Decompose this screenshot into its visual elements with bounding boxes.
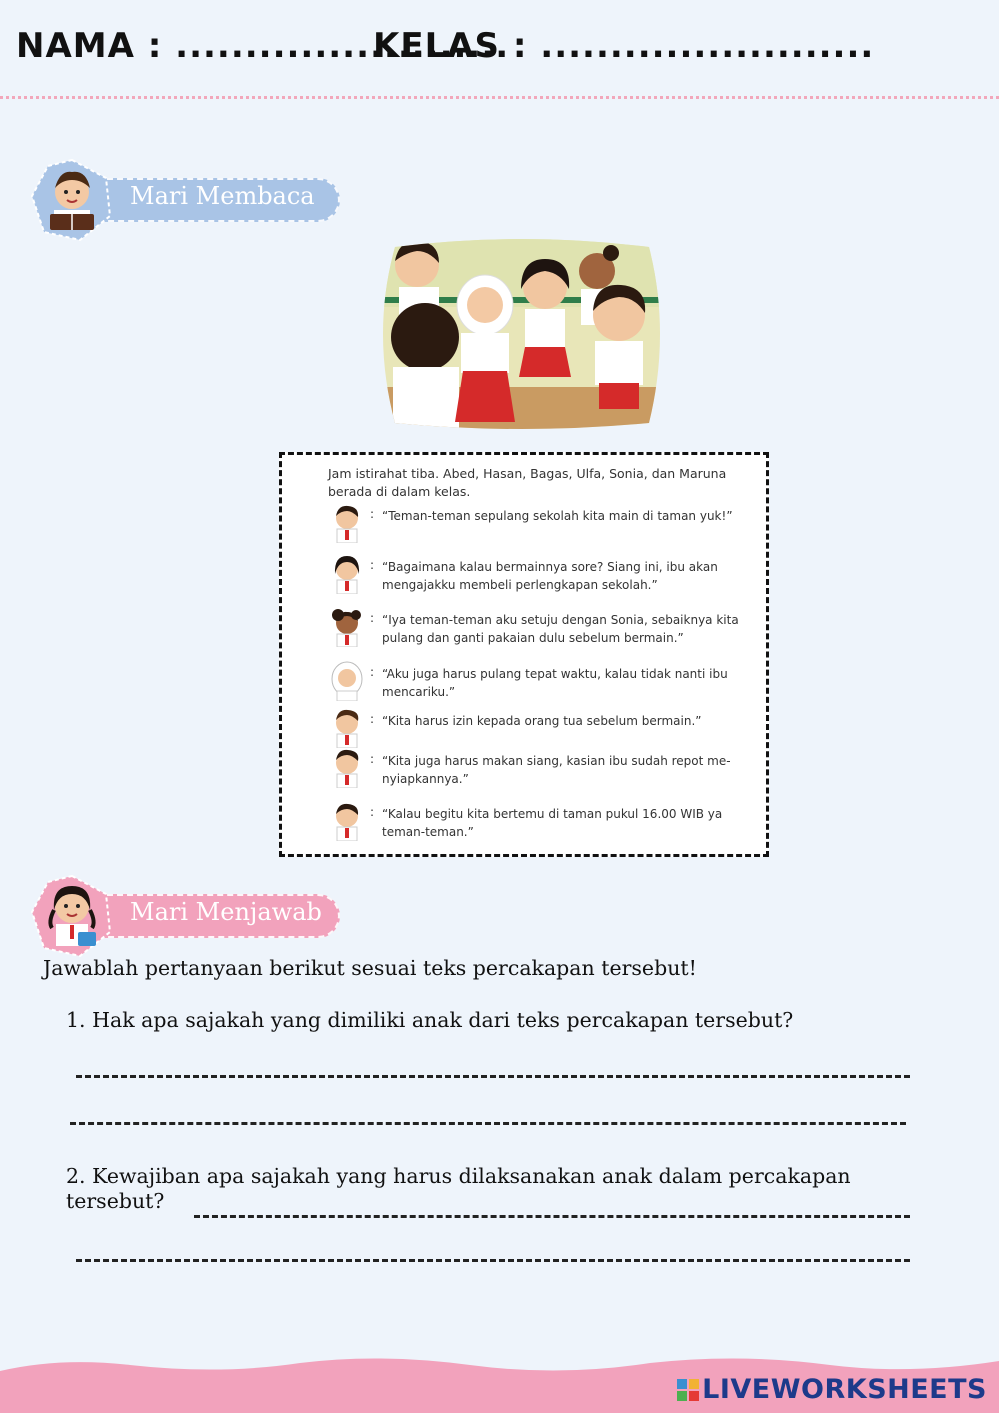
classroom-students-illustration <box>375 237 668 430</box>
answer-2-line-1 <box>194 1215 910 1218</box>
dialog-text: “Kita juga harus makan siang, kasian ibu sudah repot me-nyiapkannya.” <box>382 754 731 786</box>
dialog-text: “Kita harus izin kepada orang tua sebelum bermain.” <box>382 714 702 728</box>
answer-1-line-2-input[interactable] <box>70 1092 906 1120</box>
brand-text: LIVEWORKSHEETS <box>702 1374 987 1405</box>
answer-1-line-1-input[interactable] <box>76 1046 910 1074</box>
answer-2-line-1-input[interactable] <box>194 1186 910 1214</box>
dialog-line: : “Kita juga harus makan siang, kasian ibu sudah repot me-nyiapkannya.” <box>330 748 750 788</box>
instruction-text: Jawablah pertanyaan berikut sesuai teks percakapan tersebut! <box>43 956 697 980</box>
dialog-text: “Teman-teman sepulang sekolah kita main di taman yuk!” <box>382 509 733 523</box>
girl-curly-avatar-icon <box>330 607 364 647</box>
answer-1-line-2 <box>70 1122 906 1125</box>
dialog-text: “Kalau begitu kita bertemu di taman pukul 16.00 WIB ya teman-teman.” <box>382 807 723 839</box>
question-1 <box>66 1008 926 1033</box>
dialog-line: : “Kalau begitu kita bertemu di taman pukul 16.00 WIB ya teman-teman.” <box>330 801 750 841</box>
dialog-text: “Aku juga harus pulang tepat waktu, kalau tidak nanti ibu mencariku.” <box>382 667 728 699</box>
dialog-text: “Iya teman-teman aku setuju dengan Sonia, sebaiknya kita pulang dan ganti pakaian dulu sebelum bermain.” <box>382 613 739 645</box>
header-divider <box>0 96 999 99</box>
liveworksheets-brand[interactable] <box>677 1374 987 1405</box>
student-info-header <box>16 26 999 76</box>
girl-avatar-icon <box>330 554 364 594</box>
question-number: 2. <box>66 1164 86 1188</box>
boy-avatar-icon <box>330 748 364 788</box>
dialog-line: : “Iya teman-teman aku setuju dengan Sonia, sebaiknya kita pulang dan ganti pakaian dulu sebelum bermain.” <box>330 607 750 647</box>
boy-avatar-icon <box>330 708 364 748</box>
read-section-title: Mari Membaca <box>130 182 315 210</box>
answer-section-title: Mari Menjawab <box>130 898 322 926</box>
dialog-line: : “Kita harus izin kepada orang tua sebelum bermain.” <box>330 708 750 748</box>
question-number: 1. <box>66 1008 86 1032</box>
dialog-line: : “Bagaimana kalau bermainnya sore? Siang ini, ibu akan mengajakku membeli perlengkapan sekolah.” <box>330 554 750 594</box>
dialog-line: : “Aku juga harus pulang tepat waktu, kalau tidak nanti ibu mencariku.” <box>330 661 750 701</box>
answer-section-banner <box>0 886 360 946</box>
boy-avatar-icon <box>330 801 364 841</box>
girl-with-book-icon <box>30 874 114 958</box>
dialog-line: : “Teman-teman sepulang sekolah kita main di taman yuk!” <box>330 503 750 543</box>
liveworksheets-logo-icon <box>677 1379 699 1401</box>
dialog-text-box <box>279 452 769 857</box>
answer-2-line-2-input[interactable] <box>76 1230 910 1258</box>
answer-1-line-1 <box>76 1075 910 1078</box>
kelas-label: KELAS : ........................ <box>373 26 875 66</box>
boy-avatar-icon <box>330 503 364 543</box>
girl-hijab-avatar-icon <box>330 661 364 701</box>
answer-2-line-2 <box>76 1259 910 1262</box>
dialog-intro: Jam istirahat tiba. Abed, Hasan, Bagas, Ulfa, Sonia, dan Maruna berada di dalam kelas. <box>328 466 727 499</box>
dialog-text: “Bagaimana kalau bermainnya sore? Siang ini, ibu akan mengajakku membeli perlengkapan sekolah.” <box>382 560 718 592</box>
question-text: Kewajiban apa sajakah yang harus dilaksanakan anak dalam percakapan tersebut? <box>66 1164 851 1213</box>
read-section-banner <box>0 170 360 230</box>
boy-reading-icon <box>30 158 114 242</box>
question-text: Hak apa sajakah yang dimiliki anak dari teks percakapan tersebut? <box>92 1008 794 1032</box>
nama-label: NAMA : ........................ <box>16 26 510 66</box>
